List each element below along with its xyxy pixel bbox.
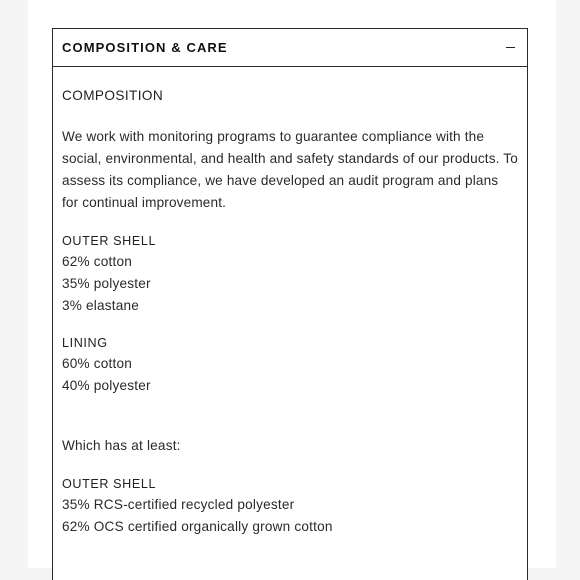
panel-body [53, 67, 527, 538]
lining-group [62, 333, 518, 397]
composition-line: 3% elastane [62, 298, 140, 313]
composition-line: 35% polyester [62, 276, 151, 291]
outer-shell-group [62, 231, 518, 317]
panel-header[interactable] [53, 29, 527, 67]
certified-line: 62% OCS certified organically grown cotton [62, 519, 333, 534]
section-heading: COMPOSITION [62, 88, 164, 103]
outer-shell-label: OUTER SHELL [62, 234, 157, 248]
lining-label: LINING [62, 336, 108, 350]
composition-care-panel [52, 28, 528, 580]
certified-outer-shell-label: OUTER SHELL [62, 477, 157, 491]
spacer [62, 413, 518, 435]
composition-line: 40% polyester [62, 378, 151, 393]
certified-line: 35% RCS-certified recycled polyester [62, 497, 295, 512]
composition-line: 62% cotton [62, 254, 133, 269]
minus-icon[interactable] [503, 41, 517, 55]
compliance-paragraph: We work with monitoring programs to guarantee compliance with the social, environmental, and health and safety standards of our products. To assess its compliance, we have developed an audit program and plans for continual improvement. [62, 129, 518, 210]
composition-line: 60% cotton [62, 356, 133, 371]
certified-outer-shell-group [62, 474, 518, 538]
which-has-text: Which has at least: [62, 438, 181, 453]
panel-title: COMPOSITION & CARE [62, 40, 228, 55]
